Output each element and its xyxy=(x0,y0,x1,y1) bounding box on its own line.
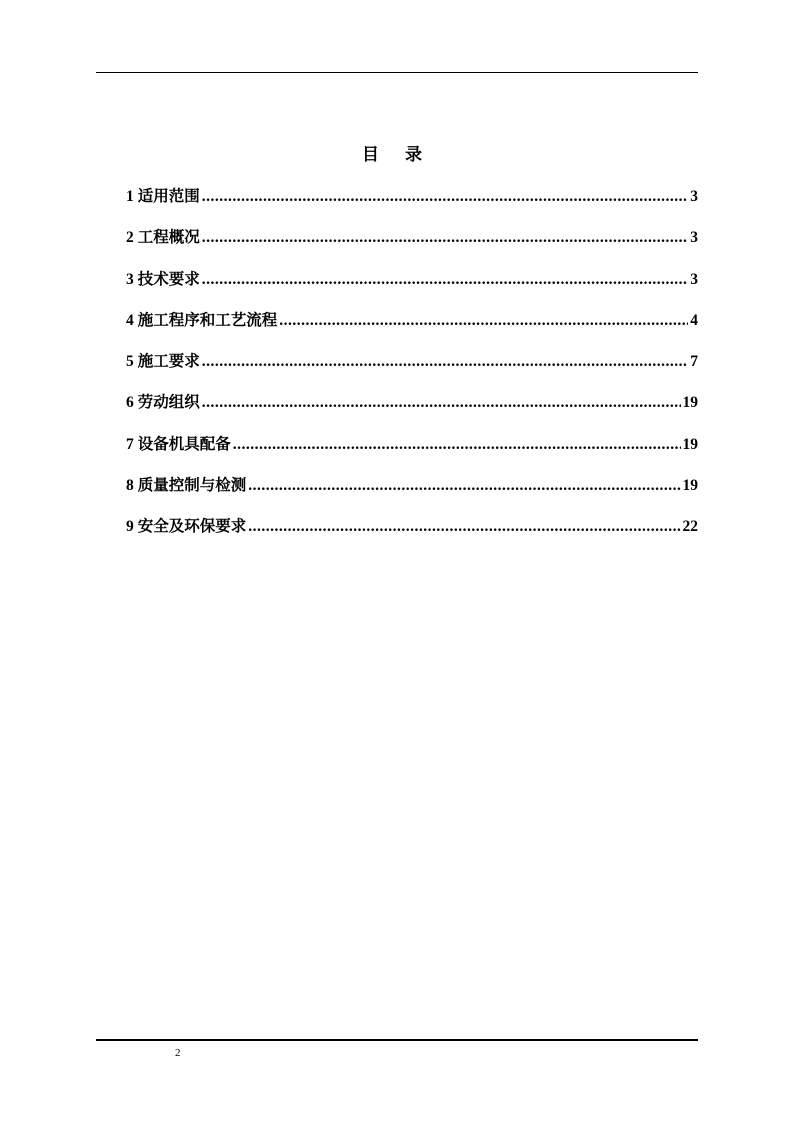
toc-entry-number: 8 xyxy=(126,477,134,495)
toc-entry[interactable] xyxy=(126,474,698,515)
toc-dot-leader xyxy=(248,475,680,497)
toc-entry-number: 5 xyxy=(126,353,134,371)
toc-list xyxy=(126,185,698,557)
toc-dot-leader xyxy=(202,269,688,291)
toc-entry-page: 22 xyxy=(682,518,698,536)
toc-entry[interactable] xyxy=(126,515,698,556)
toc-entry-number: 9 xyxy=(126,518,134,536)
toc-entry-number: 7 xyxy=(126,435,134,453)
toc-dot-leader xyxy=(248,516,680,538)
toc-dot-leader xyxy=(202,227,688,249)
toc-entry-title: 劳动组织 xyxy=(137,392,200,412)
toc-entry[interactable] xyxy=(126,185,698,226)
toc-entry-page: 3 xyxy=(690,229,698,247)
toc-title: 目 录 xyxy=(362,145,432,165)
toc-entry-page: 7 xyxy=(690,353,698,371)
toc-dot-leader xyxy=(202,351,688,373)
toc-entry-page: 19 xyxy=(682,394,698,412)
toc-dot-leader xyxy=(202,186,688,208)
toc-entry[interactable] xyxy=(126,350,698,391)
toc-entry-number: 3 xyxy=(126,270,134,288)
toc-dot-leader xyxy=(279,310,688,332)
header-rule xyxy=(96,72,698,73)
toc-entry[interactable] xyxy=(126,309,698,350)
toc-entry-title: 设备机具配备 xyxy=(137,433,231,453)
toc-entry-title: 适用范围 xyxy=(137,186,200,205)
toc-entry-title: 工程概况 xyxy=(137,227,200,247)
toc-entry-number: 4 xyxy=(126,311,134,329)
toc-entry-title: 安全及环保要求 xyxy=(137,516,247,536)
toc-entry[interactable] xyxy=(126,433,698,474)
page-number: 2 xyxy=(175,1047,181,1059)
toc-entry-number: 6 xyxy=(126,394,134,412)
toc-entry-page: 3 xyxy=(690,270,698,288)
footer-rule xyxy=(96,1039,698,1041)
toc-entry-title: 技术要求 xyxy=(137,268,200,288)
toc-entry[interactable] xyxy=(126,268,698,309)
toc-entry[interactable] xyxy=(126,391,698,432)
toc-entry-page: 19 xyxy=(682,435,698,453)
toc-entry-number: 2 xyxy=(126,229,134,247)
toc-entry-number: 1 xyxy=(126,188,134,205)
toc-entry-title: 施工要求 xyxy=(137,351,200,371)
toc-entry-title: 施工程序和工艺流程 xyxy=(137,309,278,329)
toc-entry-title: 质量控制与检测 xyxy=(137,475,247,495)
toc-entry-page: 19 xyxy=(682,477,698,495)
toc-dot-leader xyxy=(233,434,681,456)
toc-entry-page: 4 xyxy=(690,311,698,329)
toc-dot-leader xyxy=(202,392,681,414)
toc-entry-page: 3 xyxy=(690,188,698,205)
toc-entry[interactable] xyxy=(126,226,698,267)
